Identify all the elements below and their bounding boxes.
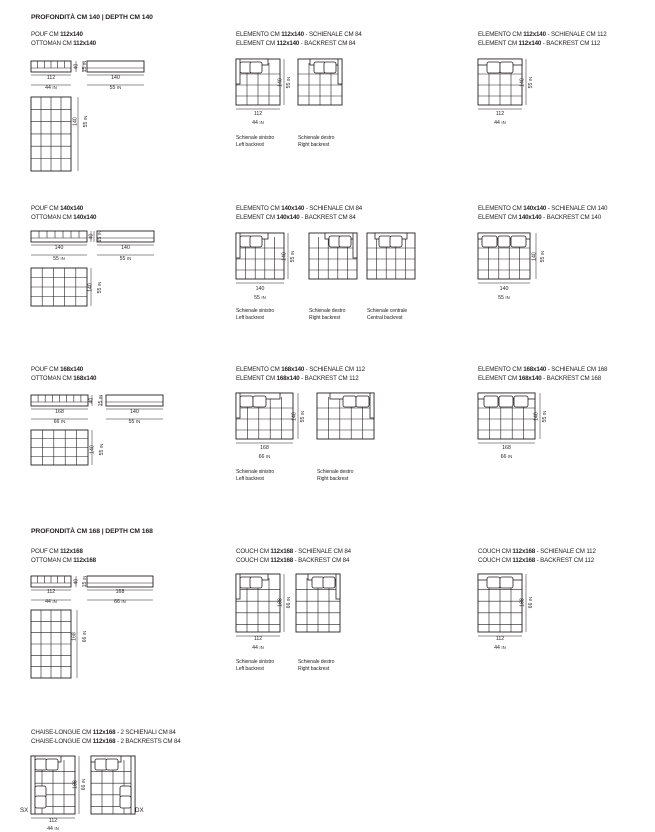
dim-55-in: 55 IN (528, 76, 535, 89)
dim-112: 112 (253, 111, 263, 117)
dim-66-in: 66 IN (82, 630, 89, 643)
title-couch-112x168-112: COUCH CM 112x168 - SCHIENALE CM 112 COUCH CM 112x168 - BACKREST CM 112 (478, 548, 596, 564)
caption-right-backrest: Schienale destro Right backrest (298, 659, 335, 672)
title-element-140x140-84: ELEMENTO CM 140x140 - SCHIENALE CM 84 ELEMENT CM 140x140 - BACKREST CM 84 (236, 205, 363, 221)
dim-112: 112 (46, 75, 56, 81)
dim-66-in: 66 IN (258, 454, 271, 460)
dim-112: 112 (495, 636, 505, 642)
dim-66-in: 66 IN (114, 599, 126, 605)
dim-55-in: 55 IN (286, 76, 293, 89)
dim-140: 140 (130, 409, 139, 415)
dim-40: 40 (73, 578, 80, 585)
section-header-depth-168: PROFONDITÀ CM 168 | DEPTH CM 168 (31, 528, 153, 535)
element-140x140-84-drawings (236, 233, 416, 283)
dim-44-in: 44 IN (494, 120, 506, 126)
dim-15-in: 15 IN (82, 575, 89, 588)
backrest-side (236, 59, 240, 84)
dim-66-in: 66 IN (81, 778, 88, 791)
dim-140: 140 (255, 286, 265, 292)
cushion (250, 62, 262, 73)
caption-right-backrest: Schienale destro Right backrest (298, 135, 335, 148)
dim-140: 140 (499, 286, 509, 292)
mark-sx: SX (20, 807, 29, 814)
title-pouf-112x140: POUF CM 112x140 OTTOMAN CM 112x140 (31, 31, 96, 47)
dim-140: 140 (111, 75, 120, 81)
dim-44-in: 44 IN (252, 645, 264, 651)
dim-44-in: 44 IN (494, 645, 506, 651)
caption-left-backrest: Schienale sinistro Left backrest (236, 469, 275, 482)
dim-140: 140 (519, 78, 526, 87)
title-pouf-168x140: POUF CM 168x140 OTTOMAN CM 168x140 (31, 366, 97, 382)
dim-168: 168 (277, 598, 284, 607)
dim-112: 112 (253, 636, 263, 642)
dim-plan-140: 140 (72, 117, 79, 126)
caption-left-backrest: Schienale sinistro Left backrest (236, 308, 275, 321)
caption-right-backrest: Schienale destro Right backrest (317, 469, 354, 482)
dim-66-in: 66 IN (528, 596, 535, 609)
dim-168: 168 (72, 780, 79, 789)
dim-168: 168 (115, 589, 125, 595)
pouf-side-elevation (87, 61, 144, 72)
dim-55-in: 55 IN (290, 250, 297, 263)
dim-55-in: 55 IN (128, 419, 141, 425)
dim-44-in: 44 IN (252, 120, 264, 126)
dim-44-in: 44 IN (45, 85, 57, 91)
backrest-side (31, 756, 35, 814)
pouf-140x140-drawings (31, 231, 155, 306)
dim-55-in: 55 IN (542, 410, 549, 423)
dim-112: 112 (46, 589, 56, 595)
caption-central-backrest: Schienale centrale Central backrest (367, 308, 408, 321)
dim-140: 140 (533, 412, 540, 421)
dim-15-in: 15 IN (97, 230, 104, 243)
dim-plan-55-in: 55 IN (83, 115, 90, 128)
dim-55-in: 55 IN (498, 295, 510, 301)
dim-55-in: 55 IN (109, 85, 122, 91)
dim-40: 40 (88, 233, 95, 240)
dim-55-in: 55 IN (99, 443, 106, 456)
dim-140: 140 (277, 78, 284, 87)
dim-55-in: 55 IN (53, 256, 65, 262)
title-element-168x140-168: ELEMENTO CM 168x140 - SCHIENALE CM 168 ELEMENT CM 168x140 - BACKREST CM 168 (478, 366, 608, 382)
dim-15-in: 15 IN (82, 60, 89, 73)
dim-168: 168 (502, 445, 511, 451)
dim-168: 168 (519, 598, 526, 607)
element-168x140-112-drawings (236, 393, 386, 445)
dim-66-in: 66 IN (500, 454, 513, 460)
dim-40: 40 (73, 63, 80, 70)
caption-left-backrest: Schienale sinistro Left backrest (236, 135, 275, 148)
dim-55-in: 55 IN (119, 256, 132, 262)
title-pouf-112x168: POUF CM 112x168 OTTOMAN CM 112x168 (31, 548, 96, 564)
dim-140: 140 (89, 445, 96, 454)
dim-168: 168 (71, 632, 78, 641)
dim-55-in: 55 IN (300, 410, 307, 423)
dim-140: 140 (121, 245, 130, 251)
dim-140: 140 (291, 412, 298, 421)
title-element-140x140-140: ELEMENTO CM 140x140 - SCHIENALE CM 140 ELEMENT CM 140x140 - BACKREST CM 140 (478, 205, 608, 221)
dim-15-in: 15 IN (98, 394, 105, 407)
dim-55-in: 55 IN (254, 295, 266, 301)
mark-dx: DX (135, 807, 144, 814)
dim-66-in: 66 IN (53, 419, 66, 425)
title-chaise-longue-112x168: CHAISE-LONGUE CM 112x168 - 2 SCHIENALI CM 84 CHAISE-LONGUE CM 112x168 - 2 BACKRESTS CM 84 (31, 729, 181, 745)
dim-140: 140 (531, 252, 538, 261)
title-element-112x140-84: ELEMENTO CM 112x140 - SCHIENALE CM 84 ELEMENT CM 112x140 - BACKREST CM 84 (236, 31, 362, 47)
dim-140: 140 (54, 245, 64, 251)
dim-55-in: 55 IN (540, 250, 547, 263)
dim-66-in: 66 IN (286, 596, 293, 609)
dim-55-in: 55 IN (97, 281, 104, 294)
dim-168: 168 (55, 409, 64, 415)
dim-112: 112 (495, 111, 505, 117)
dim-40: 40 (88, 397, 95, 404)
dim-140: 140 (87, 283, 94, 292)
title-element-168x140-112: ELEMENTO CM 168x140 - SCHIENALE CM 112 ELEMENT CM 168x140 - BACKREST CM 112 (236, 366, 365, 382)
dim-44-in: 44 IN (45, 599, 57, 605)
caption-right-backrest: Schienale destro Right backrest (309, 308, 346, 321)
dim-168: 168 (260, 445, 269, 451)
title-element-112x140-112: ELEMENTO CM 112x140 - SCHIENALE CM 112 ELEMENT CM 112x140 - BACKREST CM 112 (478, 31, 607, 47)
dim-112: 112 (48, 818, 58, 824)
dim-140: 140 (281, 252, 288, 261)
caption-left-backrest: Schienale sinistro Left backrest (236, 659, 275, 672)
title-pouf-140x140: POUF CM 140x140 OTTOMAN CM 140x140 (31, 205, 97, 221)
title-couch-112x168-84: COUCH CM 112x168 - SCHIENALE CM 84 COUCH CM 112x168 - BACKREST CM 84 (236, 548, 351, 564)
section-header-depth-140: PROFONDITÀ CM 140 | DEPTH CM 140 (31, 14, 153, 21)
dim-44-in: 44 IN (47, 826, 59, 832)
